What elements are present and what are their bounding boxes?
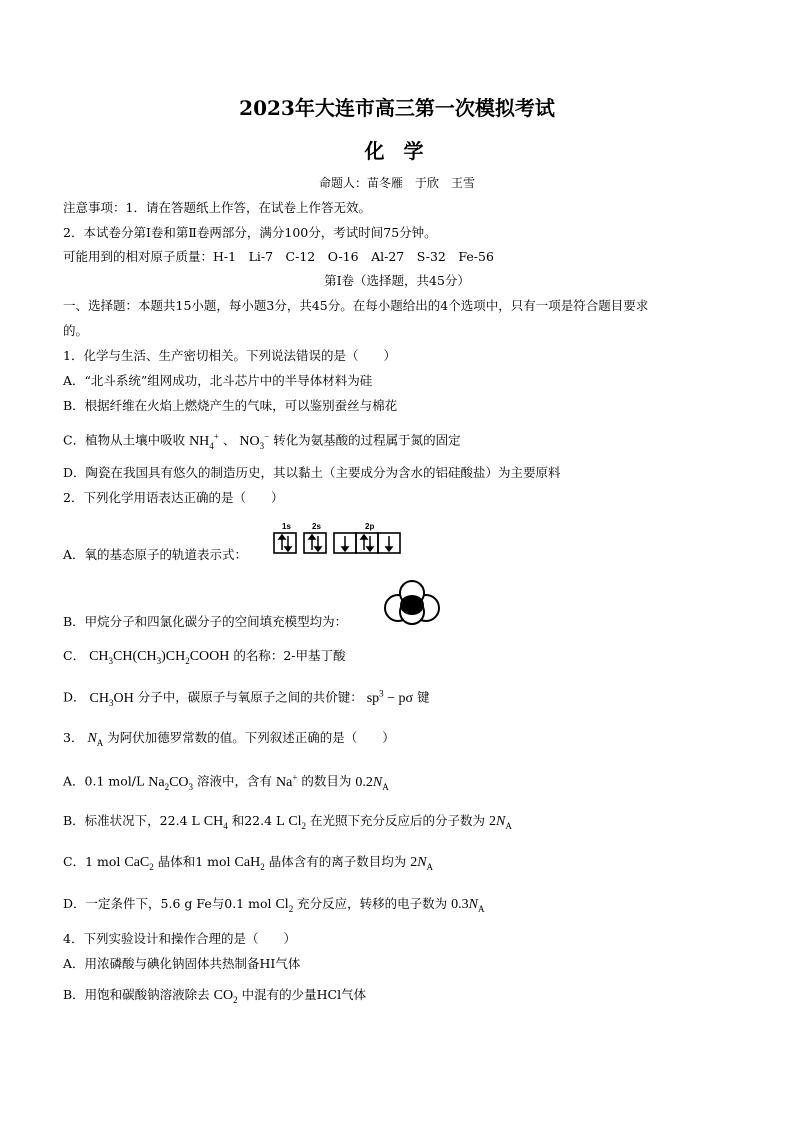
q1-option-b: B．根据纤维在火焰上燃烧产生的气味，可以鉴别蚕丝与棉花 [63, 398, 398, 413]
q3-stem-post: 为阿伏加德罗常数的值。下列叙述正确的是（ ） [107, 730, 395, 745]
q1-option-c [63, 432, 461, 450]
q4-b-pre: B．用饱和碳酸钠溶液除去 [63, 987, 210, 1002]
q3-c-cac2: CaC$_2$ [124, 855, 154, 872]
note-1: 注意事项：1．请在答题纸上作答，在试卷上作答无效。 [63, 200, 371, 215]
q3-option-c [63, 856, 433, 872]
q1-c-nh4: $NH_4^+$ [189, 431, 219, 451]
q3-d-cl2: $Cl_2$ [275, 897, 294, 914]
q1-c-post: 转化为氨基酸的过程属于氮的固定 [273, 432, 461, 448]
q3-d-post: 充分反应，转移的电子数为 [297, 896, 448, 911]
q3-b-cl2: $Cl_2$ [288, 814, 307, 831]
q3-b-post: 在光照下充分反应后的分子数为 [310, 813, 486, 828]
q2-stem: 2．下列化学用语表达正确的是（ ） [63, 490, 284, 505]
q2-option-d [63, 689, 430, 707]
q3-c-post: 晶体含有的离子数目均为 [268, 854, 407, 869]
q3-d-pre: D．一定条件下，5.6 g Fe与0.1 mol [63, 896, 272, 911]
q3-stem [63, 732, 395, 748]
orbital-label-1s: 1s [282, 522, 291, 531]
q3-a-mid2: 的数目为 [301, 773, 352, 789]
section-instruction-1: 一、选择题：本题共15小题，每小题3分，共45分。在每小题给出的4个选项中，只有一项是符合题目要求 [63, 298, 649, 313]
q3-c-mid: 晶体和1 mol [157, 854, 231, 869]
exam-title: 2023年大连市高三第一次模拟考试 [239, 96, 555, 120]
q3-d-value: $0.3N_A$ [451, 897, 485, 914]
q3-c-cah2: CaH$_2$ [234, 855, 265, 872]
q3-a-formula: $Na_2CO_3$ [148, 774, 194, 792]
q2-d-bond: $sp^3 - p\sigma$ [366, 688, 414, 706]
space-filling-model [378, 578, 446, 629]
q3-a-value: $0.2N_A$ [355, 774, 389, 792]
q1-c-pre: C．植物从土壤中吸收 [63, 432, 186, 448]
q4-option-a: A．用浓磷酸与碘化钠固体共热制备HI气体 [63, 956, 301, 971]
q2-d-pre: D． [63, 689, 86, 705]
note-3: 可能用到的相对原子质量：H-1 Li-7 C-12 O-16 Al-27 S-32 Fe-56 [63, 249, 494, 264]
q4-stem: 4．下列实验设计和操作合理的是（ ） [63, 931, 296, 946]
q4-option-b [63, 989, 366, 1005]
q1-option-a: A．“北斗系统”组网成功，北斗芯片中的半导体材料为硅 [63, 373, 373, 388]
section-instruction-2: 的。 [63, 323, 89, 338]
q2-option-c [63, 650, 346, 666]
q3-b-value: $2N_A$ [489, 814, 512, 831]
note-2: 2．本试卷分第Ⅰ卷和第Ⅱ卷两部分，满分100分，考试时间75分钟。 [63, 225, 437, 240]
q3-c-pre: C．1 mol [63, 854, 121, 869]
q2-d-post: 键 [417, 689, 430, 705]
q3-option-b [63, 815, 512, 831]
q2-c-post: 的名称：2-甲基丁酸 [233, 648, 346, 663]
section-heading: 第Ⅰ卷（选择题，共45分） [324, 273, 470, 288]
q3-b-pre: B．标准状况下，22.4 L [63, 813, 200, 828]
q3-na-symbol: $N_A$ [87, 731, 104, 748]
q2-c-pre: C． [63, 648, 86, 663]
q4-b-co2: $CO_2$ [213, 988, 238, 1005]
q3-a-ion: Na+ [276, 772, 298, 790]
q3-option-d [63, 898, 485, 914]
q1-c-no3: $NO_3^-$ [239, 431, 270, 451]
q3-c-value: $2N_A$ [410, 855, 434, 872]
q2-d-formula: $CH_3OH$ [89, 690, 134, 708]
q3-b-ch4: $CH_4$ [203, 814, 228, 831]
authors-line: 命题人：苗冬雁 于欣 王雪 [318, 176, 475, 190]
orbital-label-2p: 2p [365, 522, 375, 531]
q2-orbital-diagram [272, 521, 407, 560]
q3-stem-pre: 3． [63, 730, 84, 745]
q1-c-mid: 、 [222, 432, 236, 448]
q2-d-mid: 分子中，碳原子与氧原子之间的共价键： [137, 689, 363, 705]
q3-option-a [63, 773, 389, 791]
orbital-label-2s: 2s [312, 522, 321, 531]
q2-c-formula: $CH_3CH(CH_3)CH_2COOH$ [89, 649, 230, 666]
q4-b-post: 中混有的少量HCl气体 [241, 987, 367, 1002]
q2-option-b: B．甲烷分子和四氯化碳分子的空间填充模型均为： [63, 614, 348, 629]
q3-a-pre: A．0.1 mol/L [63, 773, 145, 789]
q3-b-mid: 和22.4 L [231, 813, 285, 828]
q1-option-d: D．陶瓷在我国具有悠久的制造历史，其以黏土（主要成分为含水的铝硅酸盐）为主要原料 [63, 465, 561, 480]
subject-title: 化 学 [364, 139, 430, 163]
q1-stem: 1．化学与生活、生产密切相关。下列说法错误的是（ ） [63, 348, 396, 363]
q3-a-mid: 溶液中，含有 [197, 773, 273, 789]
q2-option-a: A．氧的基态原子的轨道表示式： [63, 547, 248, 562]
